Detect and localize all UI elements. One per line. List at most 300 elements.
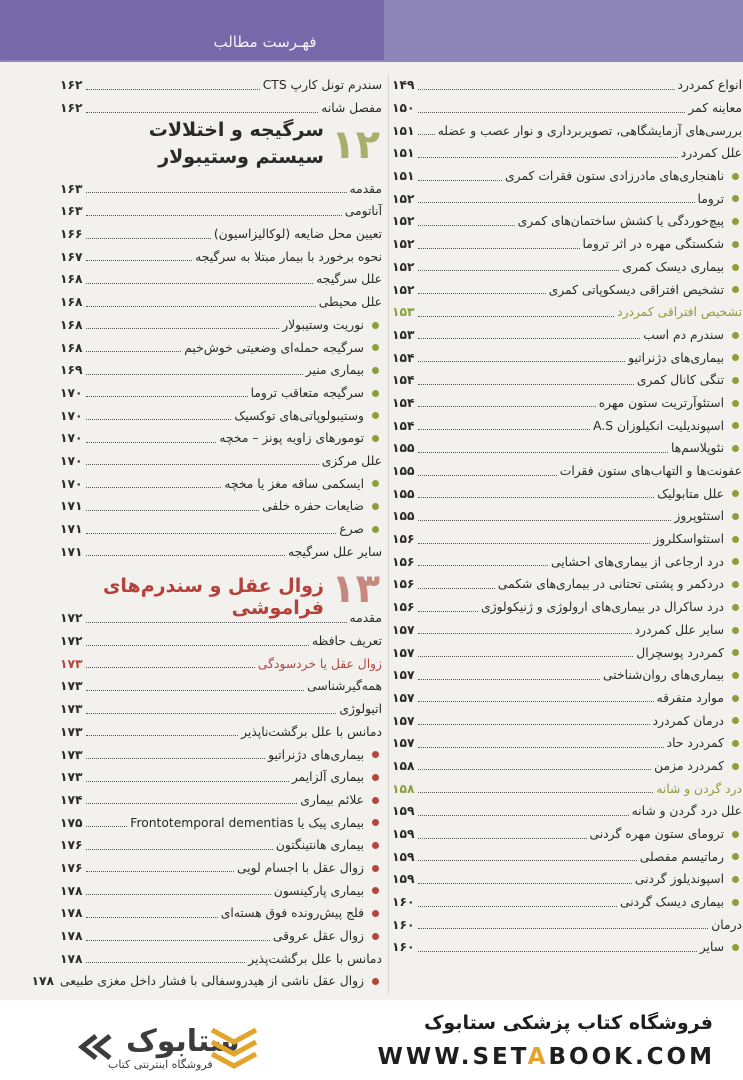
store-url[interactable]: WWW.SETABOOK.COM [377,1044,715,1070]
toc-entry-page: ۱۶۸ [60,340,83,355]
bullet-icon [372,322,379,329]
bullet-icon [372,774,379,781]
toc-entry-title: مقدمه [349,181,382,196]
toc-entry [392,732,742,755]
toc-entry-title: زوال عقل با اجسام لویی [236,860,364,875]
toc-entry-title: شکستگی مهره در اثر تروما [582,237,724,252]
dot-leader [86,917,218,918]
toc-entry-title: ایسکمی ساقه مغز یا مخچه [224,476,364,491]
toc-entry-page: ۱۵۴ [392,373,415,388]
toc-entry-title: تومورهای زاویه پونز – مخچه [219,431,364,446]
bullet-icon [732,853,739,860]
dot-leader [418,338,641,339]
toc-entry-page: ۱۷۸ [31,974,55,989]
chapter-number: ۱۳ [331,566,380,613]
toc-entry [60,789,382,812]
toc-entry-title: عفونت‌ها و التهاب‌های ستون فقرات [559,464,742,479]
toc-entry-page: ۱۵۰ [392,101,415,116]
toc-entry-page: ۱۴۹ [392,78,415,93]
toc-entry-title: درمان کمردرد [652,713,724,728]
toc-entry-title: سندرم دم اسب [643,327,724,342]
toc-entry [392,142,742,165]
bullet-icon [732,377,739,384]
dot-leader [86,510,260,511]
bullet-icon [372,978,379,985]
bullet-icon [732,627,739,634]
dot-leader [418,860,637,861]
dot-leader [86,283,314,284]
dot-leader [86,328,280,329]
toc-entry-title: بررسی‌های آزمایشگاهی، تصویربرداری و نوار عصب و عضله [437,123,742,138]
toc-entry-page: ۱۷۸ [60,951,83,966]
toc-entry-title: بیماری پارکینسون [273,883,364,898]
bullet-icon [732,581,739,588]
dot-leader [418,248,580,249]
dot-leader [418,543,651,544]
toc-entry-title: علل سرگیجه [316,272,382,287]
toc-entry [392,346,742,369]
toc-entry-page: ۱۵۴ [392,418,415,433]
header-tab [0,0,384,60]
store-name: فروشگاه کتاب پزشکی ستابوک [423,1012,713,1034]
dot-leader [86,419,232,420]
toc-entry [60,314,382,337]
bullet-icon [372,865,379,872]
dot-leader [418,475,557,476]
toc-entry-title: بیماری پیک یا Frontotemporal dementias [130,815,364,830]
dot-leader [86,555,285,556]
bullet-icon [372,435,379,442]
toc-entry-page: ۱۷۳ [60,679,83,694]
toc-entry-title: سرگیجه متعاقب تروما [250,385,364,400]
bullet-icon [732,944,739,951]
dot-leader [418,406,596,407]
toc-entry-page: ۱۵۳ [392,305,415,320]
toc-entry-title: سندرم تونل کارپ CTS [262,78,382,93]
toc-entry-title: بیماری دیسک کمری [622,259,724,274]
toc-entry [60,291,382,314]
toc-entry-page: ۱۵۲ [392,259,415,274]
toc-entry [60,879,382,902]
dot-leader [418,838,587,839]
toc-entry-title: مفصل شانه [321,101,382,116]
bullet-icon [732,899,739,906]
dot-leader [418,225,515,226]
bullet-icon [732,286,739,293]
toc-entry [392,619,742,642]
toc-entry-title: علائم بیماری [300,792,364,807]
toc-entry [60,223,382,246]
dot-leader [86,849,273,850]
toc-entry [392,414,742,437]
toc-entry-title: بیماری هانتینگتون [275,838,364,853]
toc-entry-page: ۱۵۷ [392,690,415,705]
toc-entry [60,675,382,698]
toc-entry [392,324,742,347]
dot-leader [418,270,620,271]
toc-entry-title: صرع [339,522,364,537]
bullet-icon [732,695,739,702]
toc-entry-title: تعریف حافظه [311,634,382,649]
toc-entry [392,687,742,710]
bullet-icon [732,740,739,747]
toc-entry-title: مقدمه [349,611,382,626]
dot-leader [418,656,634,657]
dot-leader [86,803,298,804]
toc-entry [60,427,382,450]
bullet-icon [372,344,379,351]
dot-leader [86,351,182,352]
toc-entry-title: کمردرد پوسچرال [636,645,724,660]
bullet-icon [732,173,739,180]
toc-entry [392,936,742,959]
toc-entry [392,800,742,823]
toc-entry [60,472,382,495]
toc-entry [60,540,382,563]
dot-leader [418,906,617,907]
chapter-number: ۱۲ [331,122,380,169]
toc-entry [392,845,742,868]
bullet-icon [372,797,379,804]
bullet-icon [372,910,379,917]
toc-entry [392,823,742,846]
toc-entry-title: علل کمردرد [680,146,742,161]
toc-entry-page: ۱۷۳ [60,656,83,671]
toc-entry-page: ۱۵۵ [392,486,415,501]
toc-entry [60,177,382,200]
dot-leader [418,384,634,385]
toc-entry-page: ۱۵۷ [392,713,415,728]
bullet-icon [732,513,739,520]
toc-entry-page: ۱۶۳ [60,204,83,219]
toc-entry [60,97,382,120]
toc-entry [60,404,382,427]
dot-leader [86,894,271,895]
toc-entry [60,268,382,291]
toc-entry [392,437,742,460]
toc-entry [60,245,382,268]
toc-entry-page: ۱۶۰ [392,940,415,955]
toc-entry-title: ترومای ستون مهره گردنی [589,827,724,842]
toc-left-column [31,74,382,993]
toc-entry [392,460,742,483]
toc-entry [60,766,382,789]
toc-entry-title: درد ارجاعی از بیماری‌های احشایی [551,554,724,569]
toc-entry-title: استئوپروز [674,509,724,524]
toc-entry-title: سایر [699,940,724,955]
toc-entry-page: ۱۵۲ [392,191,415,206]
toc-entry [60,630,382,653]
dot-leader [86,758,266,759]
toc-entry-title: زوال عقل یا خردسودگی [257,656,382,671]
toc-entry-page: ۱۵۱ [392,169,415,184]
toc-entry [392,777,742,800]
bullet-icon [372,933,379,940]
toc-entry-page: ۱۵۹ [392,804,415,819]
toc-entry-page: ۱۶۷ [60,249,83,264]
toc-entry-title: همه‌گیرشناسی [307,679,382,694]
toc-entry [392,709,742,732]
dot-leader [418,769,652,770]
bullet-icon [732,876,739,883]
toc-entry [60,607,382,630]
store-logo[interactable] [38,1014,268,1074]
bullet-icon [732,422,739,429]
logo-name: ستابوک [126,1024,240,1059]
toc-entry [392,165,742,188]
bullet-icon [372,390,379,397]
toc-entry-page: ۱۷۰ [60,453,83,468]
toc-entry-title: بیماری‌های روان‌شناختی [603,668,724,683]
toc-entry-title: استئواسکلروز [653,532,724,547]
toc-entry-page: ۱۶۳ [60,181,83,196]
bullet-icon [372,887,379,894]
toc-entry-title: رماتیسم مفصلی [639,849,724,864]
dot-leader [418,701,654,702]
toc-entry-title: علل متابولیک [657,486,724,501]
toc-entry [60,382,382,405]
toc-entry-title: تشخیص افتراقی کمردرد [617,305,742,320]
toc-entry-title: علل درد گردن و شانه [631,804,742,819]
bullet-icon [732,649,739,656]
toc-entry [60,74,382,97]
bullet-icon [732,445,739,452]
toc-entry [392,256,742,279]
toc-entry [60,947,382,970]
toc-entry-page: ۱۷۰ [60,408,83,423]
toc-entry-title: دردکمر و پشتی تحتانی در بیماری‌های شکمی [497,577,724,592]
toc-entry-title: تروما [697,191,724,206]
toc-entry-page: ۱۷۰ [60,431,83,446]
dot-leader [418,361,626,362]
column-divider [388,74,389,994]
toc-entry-page: ۱۵۸ [392,758,415,773]
bullet-icon [372,480,379,487]
toc-entry-page: ۱۵۹ [392,872,415,887]
toc-entry [392,233,742,256]
toc-entry-page: ۱۵۴ [392,350,415,365]
dot-leader [86,89,260,90]
toc-entry [60,495,382,518]
bullet-icon [372,412,379,419]
dot-leader [418,429,591,430]
toc-entry-page: ۱۷۱ [60,522,83,537]
bullet-icon [732,831,739,838]
dot-leader [86,962,246,963]
dot-leader [418,452,669,453]
toc-entry [392,868,742,891]
bullet-icon [372,751,379,758]
dot-leader [86,735,239,736]
toc-entry-title: علل محیطی [318,295,382,310]
toc-entry-page: ۱۷۵ [60,815,83,830]
toc-entry-title: تنگی کانال کمری [636,373,724,388]
dot-leader [418,792,654,793]
toc-entry-page: ۱۷۱ [60,544,83,559]
store-footer [0,1000,743,1080]
toc-entry-page: ۱۷۶ [60,838,83,853]
toc-right-column [392,74,742,959]
toc-entry [60,721,382,744]
toc-entry-page: ۱۷۶ [60,860,83,875]
toc-entry-page: ۱۶۲ [60,101,83,116]
dot-leader [418,520,672,521]
toc-entry [392,913,742,936]
toc-entry-page: ۱۷۳ [60,770,83,785]
dot-leader [418,883,632,884]
toc-entry-page: ۱۵۸ [392,781,415,796]
toc-entry [392,119,742,142]
dot-leader [86,713,337,714]
dot-leader [86,826,128,827]
bullet-icon [372,819,379,826]
toc-entry-title: نحوه برخورد با بیمار مبتلا به سرگیجه [195,249,382,264]
toc-entry [60,518,382,541]
toc-entry-page: ۱۵۶ [392,600,415,615]
toc-entry [60,925,382,948]
toc-entry-page: ۱۷۴ [60,792,83,807]
toc-entry-title: دمانس با علل برگشت‌پذیر [248,951,382,966]
toc-entry-title: بیماری منیر [305,363,364,378]
dot-leader [418,747,664,748]
toc-entry-title: زوال عقل ناشی از هیدروسفالی با فشار داخل مغزی طبیعی [60,974,364,989]
bullet-icon [732,332,739,339]
dot-leader [86,260,193,261]
toc-entry-title: درد ساکرال در بیماری‌های ارولوژی و ژنیکولوژی [481,600,724,615]
toc-entry [60,834,382,857]
toc-entry-page: ۱۷۸ [60,883,83,898]
toc-entry-page: ۱۵۱ [392,146,415,161]
toc-entry [392,97,742,120]
dot-leader [86,622,347,623]
dot-leader [418,588,495,589]
bullet-icon [372,526,379,533]
toc-entry [60,857,382,880]
bullet-icon [732,763,739,770]
toc-entry-page: ۱۶۲ [60,78,83,93]
toc-entry-page: ۱۶۸ [60,295,83,310]
dot-leader [86,667,255,668]
toc-entry [60,200,382,223]
toc-entry-title: ضایعات حفره خلفی [262,499,364,514]
toc-entry-page: ۱۵۵ [392,464,415,479]
toc-entry [60,698,382,721]
dot-leader [86,306,316,307]
toc-entry [392,301,742,324]
toc-entry-page: ۱۵۱ [392,123,415,138]
toc-entry-page: ۱۵۲ [392,237,415,252]
toc-entry-title: تشخیص افتراقی دیسکوپاتی کمری [548,282,724,297]
toc-entry-title: فلج پیش‌رونده فوق هسته‌ای [220,906,364,921]
toc-entry [392,482,742,505]
dot-leader [86,690,305,691]
dot-leader [86,238,211,239]
toc-entry-page: ۱۵۶ [392,554,415,569]
toc-entry [60,902,382,925]
toc-entry-page: ۱۵۹ [392,827,415,842]
chapter-title: زوال عقل و سندرم‌های فراموشی [102,575,324,620]
toc-entry-page: ۱۵۲ [392,214,415,229]
chapter-12-heading [60,119,382,177]
toc-entry [60,743,382,766]
toc-entry-title: اتیولوژی [339,702,382,717]
toc-entry-title: علل مرکزی [321,453,382,468]
toc-entry [392,392,742,415]
dot-leader [418,316,615,317]
toc-entry-page: ۱۷۳ [60,702,83,717]
dot-leader [86,464,319,465]
toc-entry-page: ۱۵۶ [392,577,415,592]
toc-entry-page: ۱۷۸ [60,906,83,921]
toc-entry-title: بیماری دیسک گردنی [619,895,724,910]
toc-entry-title: اسپوندیلوز گردنی [634,872,724,887]
toc-entry [392,278,742,301]
toc-entry-page: ۱۵۲ [392,282,415,297]
toc-entry-page: ۱۵۶ [392,532,415,547]
dot-leader [86,374,303,375]
toc-entry-page: ۱۵۷ [392,736,415,751]
dot-leader [86,645,309,646]
toc-entry [392,187,742,210]
dot-leader [418,89,675,90]
bullet-icon [372,503,379,510]
toc-entry [60,336,382,359]
chapter-title-line1: سرگیجه و اختلالات [148,119,324,142]
page-title: فهـرست مطالب [213,33,317,51]
toc-entry-title: معاینه کمر [688,101,742,116]
dot-leader [86,533,337,534]
toc-entry-title: دمانس با علل برگشت‌ناپذیر [241,724,382,739]
toc-entry-page: ۱۵۹ [392,849,415,864]
dot-leader [86,487,222,488]
bullet-icon [732,536,739,543]
toc-entry-page: ۱۷۰ [60,385,83,400]
dot-leader [418,565,548,566]
toc-entry-title: وستیبولوپاتی‌های توکسیک [234,408,364,423]
toc-entry-page: ۱۷۰ [60,476,83,491]
toc-entry-title: تعیین محل ضایعه (لوکالیزاسیون) [213,227,382,242]
toc-entry-page: ۱۵۴ [392,395,415,410]
dot-leader [86,781,289,782]
dot-leader [418,497,655,498]
bullet-icon [732,604,739,611]
bullet-icon [732,354,739,361]
toc-entry-title: درد گردن و شانه [656,781,742,796]
toc-entry [60,359,382,382]
dot-leader [86,871,234,872]
dot-leader [86,112,319,113]
toc-entry-title: موارد متفرقه [656,690,724,705]
toc-entry-page: ۱۶۰ [392,917,415,932]
dot-leader [418,611,478,612]
toc-entry-title: استئوآرتریت ستون مهره [598,395,724,410]
toc-entry [392,755,742,778]
toc-entry [392,74,742,97]
toc-entry-page: ۱۵۳ [392,327,415,342]
toc-entry [392,505,742,528]
toc-entry-page: ۱۶۸ [60,317,83,332]
dot-leader [418,724,650,725]
toc-entry-title: بیماری آلزایمر [291,770,364,785]
toc-entry-page: ۱۷۳ [60,747,83,762]
bullet-icon [732,490,739,497]
toc-entry-page: ۱۵۷ [392,622,415,637]
bullet-icon [732,672,739,679]
toc-entry [60,652,382,675]
toc-entry-title: زوال عقل عروقی [272,929,364,944]
bullet-icon [732,195,739,202]
book-stack-icon [208,1020,260,1070]
